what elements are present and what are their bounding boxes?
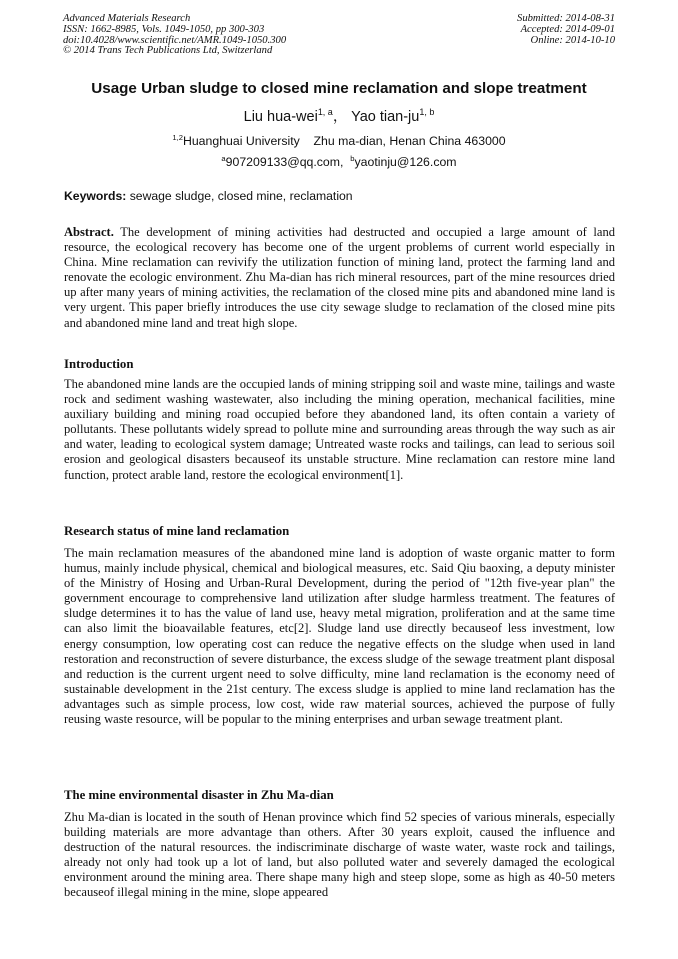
- accepted-date: Accepted: 2014-09-01: [520, 23, 615, 35]
- author-separator: ，: [332, 109, 348, 125]
- doi-line: doi:10.4028/www.scientific.net/AMR.1049-1050.300: [63, 34, 287, 46]
- affiliation-line: [0, 134, 678, 148]
- author-line: [0, 105, 678, 126]
- research-status-text: The main reclamation measures of the abandoned mine land is adoption of waste organic matter to form humus, mainly include physical, chemical and biological measures, etc. Said Qiu baoxing, a deputy minister of the Ministry of Hosing and Urban-Rural Development, during the period of "12th five-year plan" the government encourage to comprehensive land utilization after sludge harmless treatment. The features of sludge determines it to has the value of land use, heavy metal migration, proliferation and at the same time can also limit the bioavailable features, etc[2]. Sludge land use directly becauseof less investment, low energy consumption, low operating cost can reduce the negative effects on the sludge when used in land restoration and reconstruction of severe disturbance, the excess sludge of the sewage treatment plant disposal and reduction is the current urgent need to solve difficulty, mine land reclamation is the economy need of sustainable development in the 21st century. The excess sludge is applied to mine land reclamation has the advantages such as simple process, low cost, wide raw material sources, achieved the purpose of fully reusing waste resource, will be popular to the mining enterprises and urban sewage treatment plant.: [64, 546, 615, 727]
- keywords-text: sewage sludge, closed mine, reclamation: [126, 189, 353, 203]
- author-2: Yao tian-ju: [351, 109, 420, 125]
- email-line: [0, 155, 678, 169]
- research-status-paragraph: [64, 546, 615, 727]
- introduction-heading: Introduction: [64, 357, 134, 371]
- zhu-madian-heading: The mine environmental disaster in Zhu Ma-dian: [64, 788, 334, 802]
- header-dates: [517, 14, 615, 57]
- abstract: [64, 225, 615, 331]
- journal-header: [63, 14, 615, 57]
- affiliation-marker: 1,2: [172, 132, 183, 142]
- email-b-marker: b: [350, 153, 355, 163]
- abstract-label: Abstract.: [64, 225, 114, 239]
- author-1: Liu hua-wei: [243, 109, 318, 125]
- paper-title: Usage Urban sludge to closed mine reclamation and slope treatment: [91, 80, 587, 97]
- author-2-affiliation: 1, b: [419, 107, 435, 118]
- affiliation-text: Huanghuai University Zhu ma-dian, Henan China 463000: [182, 134, 506, 148]
- author-1-affiliation: 1, a: [317, 107, 333, 118]
- email-a: 907209133@qq.com,: [225, 155, 344, 169]
- zhu-madian-text: Zhu Ma-dian is located in the south of Henan province which find 52 species of various minerals, especially building materials are more advantage than others. After 30 years exploit, caused the influence and destruction of the natural resources. the indiscriminate discharge of waste water, waste rock and tailings, already not only had took up a lot of land, but also polluted water and severely damaged the ecological environment around the mining area. There shape many high and steep slope, some as high as 40-50 meters becauseof illegal mining in the mine, slope appeared: [64, 810, 615, 900]
- journal-name: Advanced Materials Research: [63, 13, 191, 24]
- keywords: [64, 189, 614, 203]
- copyright-line: © 2014 Trans Tech Publications Ltd, Switzerland: [63, 45, 273, 57]
- email-a-marker: a: [221, 153, 226, 163]
- abstract-text: The development of mining activities had destructed and occupied a large amount of land resource, the ecological recovery has become one of the urgent problems of current world especially in China. Mine reclamation can revivify the utilization function of mining land, protect the farming land and renovate the ecologic environment. Zhu Ma-dian has rich mineral resources, part of the mine resources dried up after many years of mining activities, the reclamation of the closed mine pits and abandoned mine land is very urgent. This paper briefly introduces the use city sewage sludge to reclamation of the closed mine pits and abandoned mine land and treat high slope.: [64, 225, 615, 330]
- introduction-paragraph: [64, 377, 615, 483]
- zhu-madian-paragraph: [64, 810, 615, 901]
- research-status-heading: Research status of mine land reclamation: [64, 524, 290, 538]
- online-date: Online: 2014-10-10: [530, 34, 615, 46]
- issn-line: ISSN: 1662-8985, Vols. 1049-1050, pp 300-303: [63, 23, 265, 35]
- submitted-date: Submitted: 2014-08-31: [517, 13, 615, 24]
- introduction-text: The abandoned mine lands are the occupied lands of mining stripping soil and waste mine, tailings and waste rock and sediment washing wastewater, also including the mining operation, mechanical facilities, mine auxiliary building and mining road occupied before they abandoned land, its often contain a variety of pollutants. These pollutants widely spread to pollute mine and surrounding areas through the way such as air and water, leading to ecological system damage; Untreated waste rocks and tailings, can lead to serious soil erosion and geological disasters becauseof its unstable structure. Mine reclamation can restore mine land function, protect arable land, restore the ecological environment[1].: [64, 377, 615, 482]
- header-publication-info: [63, 14, 286, 57]
- keywords-label: Keywords:: [64, 189, 127, 203]
- email-b: yaotinju@126.com: [354, 155, 457, 169]
